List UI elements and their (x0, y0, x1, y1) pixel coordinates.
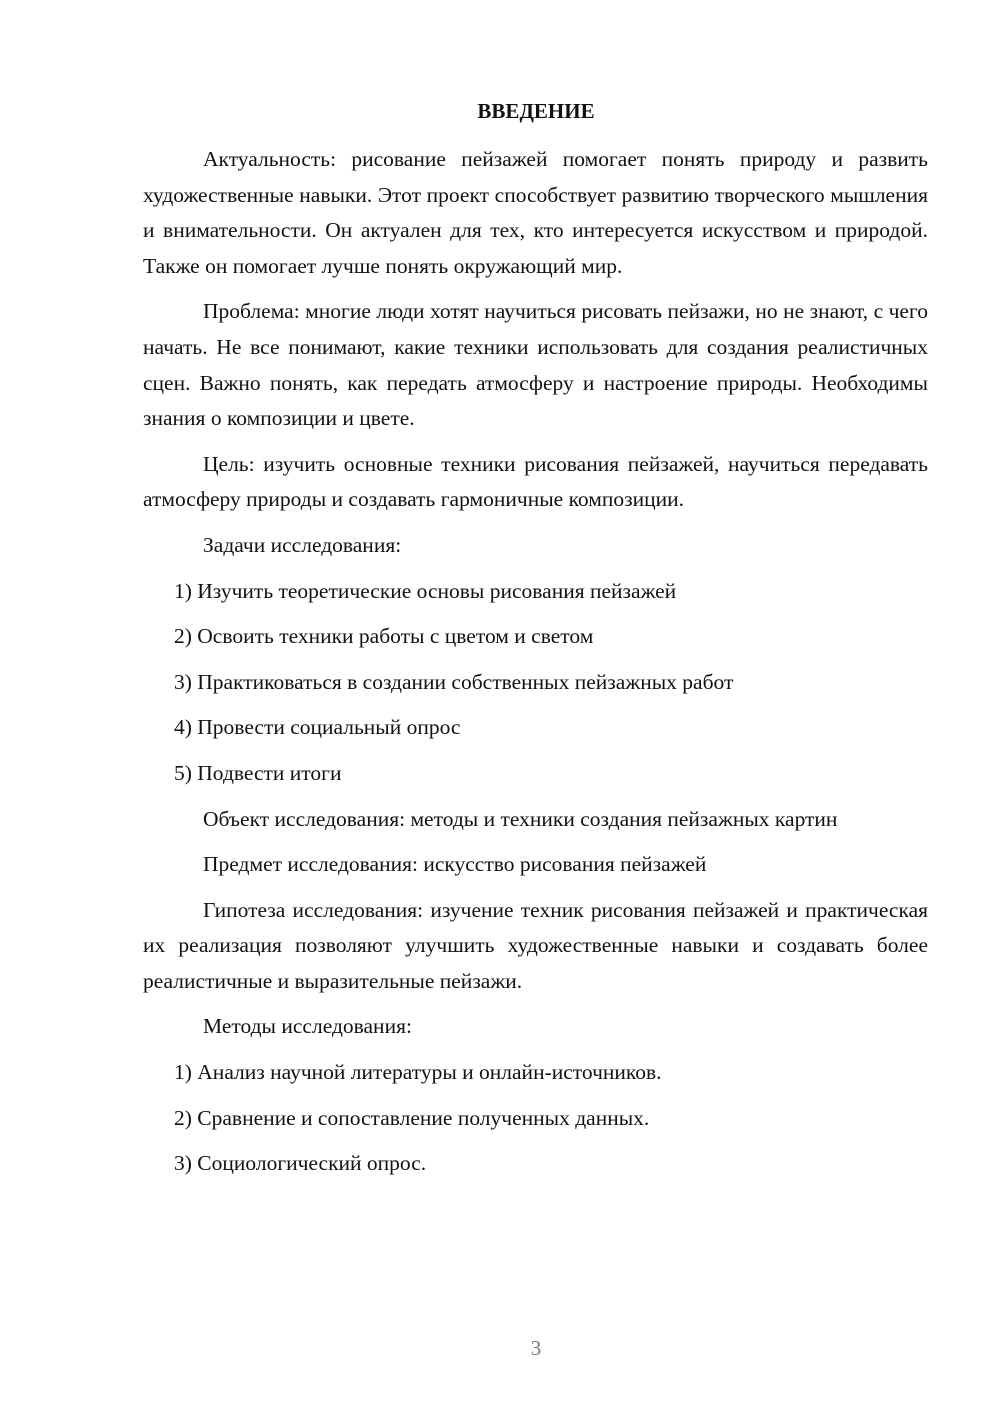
section-title: ВВЕДЕНИЕ (477, 99, 595, 123)
method-item: 1) Анализ научной литературы и онлайн-источников. (174, 1060, 662, 1085)
problem-paragraph: Проблема: многие люди хотят научиться рисовать пейзажи, но не знают, с чего начать. Не все понимают, какие техники использовать для создания реалистичных сцен. Важно понять, как передать атмосферу и настроение природы. Необходимы знания о композиции и цвете. (143, 299, 928, 431)
methods-heading: Методы исследования: (203, 1014, 412, 1039)
method-item: 2) Сравнение и сопоставление полученных данных. (174, 1105, 650, 1130)
goal-paragraph: Цель: изучить основные техники рисования пейзажей, научиться передавать атмосферу природы и создавать гармоничные композиции. (143, 451, 928, 512)
task-item: 2) Освоить техники работы с цветом и светом (174, 624, 594, 649)
subject-paragraph: Предмет исследования: искусство рисования пейзажей (203, 852, 707, 877)
task-item: 3) Практиковаться в создании собственных пейзажных работ (174, 669, 734, 694)
method-item: 3) Социологический опрос. (174, 1151, 427, 1176)
document-body (143, 142, 928, 1182)
hypothesis-paragraph: Гипотеза исследования: изучение техник рисования пейзажей и практическая их реализация позволяют улучшить художественные навыки и создавать более реалистичные и выразительные пейзажи. (143, 897, 928, 993)
relevance-paragraph: Актуальность: рисование пейзажей помогает понять природу и развить художественные навыки. Этот проект способствует развитию творческого мышления и внимательности. Он актуален для тех, кто интересуется искусством и природой. Также он помогает лучше понять окружающий мир. (143, 147, 928, 278)
task-item: 1) Изучить теоретические основы рисования пейзажей (174, 578, 677, 603)
tasks-heading: Задачи исследования: (203, 532, 402, 557)
page-number: 3 (530, 1336, 542, 1360)
task-item: 5) Подвести итоги (174, 760, 342, 785)
object-paragraph: Объект исследования: методы и техники создания пейзажных картин (203, 806, 838, 831)
task-item: 4) Провести социальный опрос (174, 715, 461, 740)
